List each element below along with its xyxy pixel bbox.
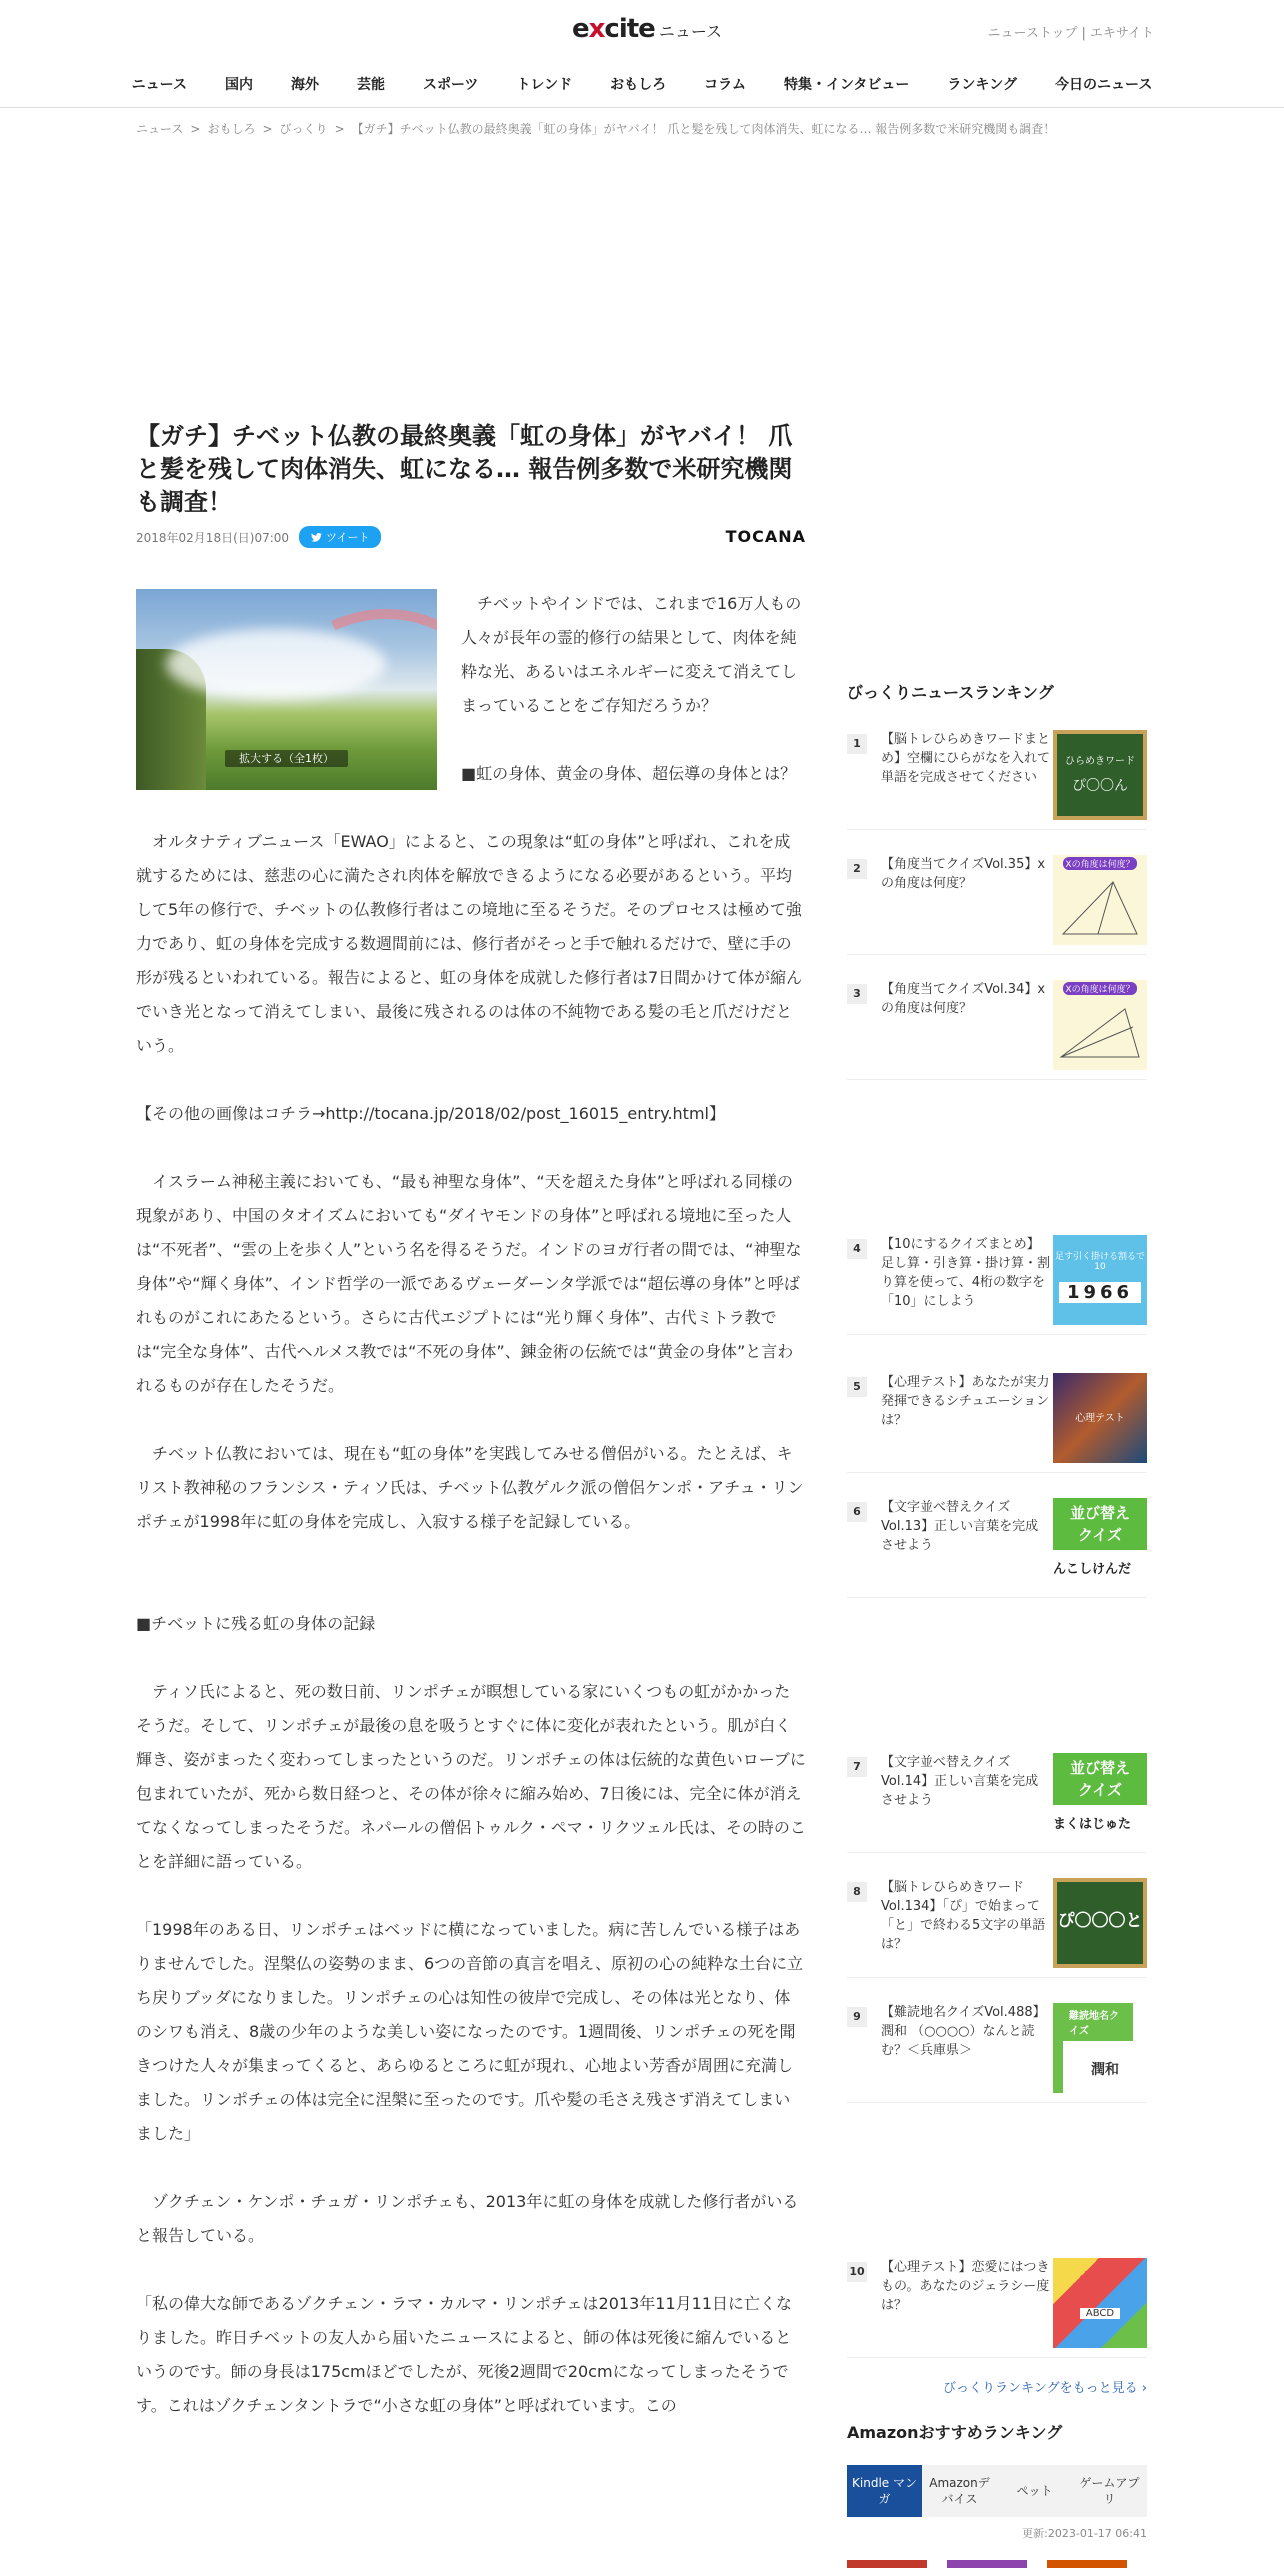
ranking-item[interactable] <box>847 1878 1147 1978</box>
rank-thumbnail[interactable]: Xの角度は何度？ <box>1053 980 1147 1070</box>
nav-item-funny[interactable]: おもしろ <box>610 77 667 93</box>
rank-thumbnail[interactable]: 並び替え クイズ んこしけんだ <box>1053 1498 1147 1588</box>
article <box>136 420 806 2457</box>
paragraph: イスラーム神秘主義においても、“最も神聖な身体”、“天を超えた身体”と呼ばれる同様の現象があり、中国のタオイズムにおいても“ダイヤモンドの身体”と呼ばれる境地に至った人は“不死者”、“雲の上を歩く人”という名を得るそうだ。インドのヨガ行者の間では、“神聖な身体”や“輝く身体”、インド哲学の一派であるヴェーダーンタ学派では“超伝導の身体”と呼ばれものがこれにあたるという。さらに古代エジプトには“光り輝く身体”、古代ミトラ教では“完全な身体”、古代ヘルメス教では“不死の身体”、錬金術の伝統では“黄金の身体”と言われるものが存在したそうだ。 <box>136 1172 802 1396</box>
link-news-top[interactable]: ニューストップ <box>987 26 1078 41</box>
breadcrumb-current: 【ガチ】チベット仏教の最終奥義「虹の身体」がヤバイ！ 爪と髪を残して肉体消失、虹になる… 報告例多数で米研究機関も調査！ <box>351 122 1056 136</box>
rank-number: 9 <box>847 2007 867 2027</box>
rank-number: 7 <box>847 1757 867 1777</box>
rank-thumbnail[interactable]: 心理テスト <box>1053 1373 1147 1463</box>
ranking-item[interactable] <box>847 1753 1147 1853</box>
ranking-item[interactable] <box>847 980 1147 1080</box>
more-ranking-link[interactable]: びっくりランキングをもっと見る › <box>943 2381 1147 2396</box>
tab-pet[interactable]: ペット <box>997 2465 1072 2517</box>
tab-kindle-manga[interactable]: Kindle マンガ <box>847 2465 922 2517</box>
sidebar <box>847 680 1147 2540</box>
quote-paragraph: 「1998年のある日、リンポチェはベッドに横になっていました。病に苦しんでいる様子はありませんでした。涅槃仏の姿勢のまま、6つの音節の真言を唱え、原初の心の純粋な土台に立ち戻りブッダになりました。リンポチェの心は知性の彼岸で完成し、その体は光となり、体のシワも消え、8歳の少年のような美しい姿になったのです。1週間後、リンポチェの死を聞きつけた人々が集まってくると、あらゆるところに虹が現れ、心地よい芳香が周囲に充満しました。リンポチェの体は完全に涅槃に至ったのです。爪や髪の毛さえ残さず消えてしまいました」 <box>136 1920 804 2144</box>
photo-caption[interactable]: 拡大する（全1枚） <box>225 750 348 767</box>
logo-news-label: ニュース <box>658 22 723 41</box>
article-body <box>136 587 806 2423</box>
rank-text[interactable]: 【文字並べ替えクイズVol.14】正しい言葉を完成させよう <box>881 1755 1039 1808</box>
rank-number: 4 <box>847 1239 867 1259</box>
nav-item-feature[interactable]: 特集・インタビュー <box>783 77 910 93</box>
ranking-item[interactable] <box>847 1373 1147 1473</box>
related-images-link[interactable]: 【その他の画像はコチラ→http://tocana.jp/2018/02/post_16015_entry.html】 <box>136 1104 725 1124</box>
amazon-item-thumb[interactable] <box>1047 2560 1127 2568</box>
paragraph: オルタナティブニュース「EWAO」によると、この現象は“虹の身体”と呼ばれ、これを成就するためには、慈悲の心に満たされ肉体を解放できるようになる必要があるという。平均して5年の修行で、チベットの仏教修行者はこの境地に至るそうだ。そのプロセスは極めて強力であり、虹の身体を完成する数週間前には、修行者がそっと手で触れるだけで、壁に手の形が残るといわれている。報告によると、虹の身体を成就した修行者は7日間かけて体が縮んでいき光となって消えてしまい、最後に残されるのは体の不純物である髪の毛と爪だけだという。 <box>136 832 803 1056</box>
rank-text[interactable]: 【10にするクイズまとめ】足し算・引き算・掛け算・割り算を使って、4桁の数字を「10」にしよう <box>881 1237 1051 1309</box>
chevron-right-icon: › <box>1141 2381 1147 2396</box>
article-photo[interactable] <box>136 589 437 790</box>
amazon-tabs <box>847 2465 1147 2517</box>
rank-thumbnail[interactable]: ぴ〇〇〇と <box>1053 1878 1147 1968</box>
paragraph: チベット仏教においては、現在も“虹の身体”を実践してみせる僧侶がいる。たとえば、キリスト教神秘のフランシス・ティソ氏は、チベット仏教ゲルク派の僧侶ケンポ・アチュ・リンポチェが1998年に虹の身体を完成し、入寂する様子を記録している。 <box>136 1444 804 1532</box>
link-excite[interactable]: エキサイト <box>1089 26 1154 41</box>
tab-game-app[interactable]: ゲームアプリ <box>1072 2465 1147 2517</box>
rank-thumbnail[interactable]: 足す引く掛ける割るで10 1966 <box>1053 1235 1147 1325</box>
top-links: ニューストップ | エキサイト <box>987 26 1154 41</box>
rank-number: 1 <box>847 734 867 754</box>
ranking-item[interactable] <box>847 730 1147 830</box>
paragraph: ゾクチェン・ケンポ・チュガ・リンポチェも、2013年に虹の身体を成就した修行者がいると報告している。 <box>136 2192 799 2246</box>
ranking-item[interactable] <box>847 2003 1147 2103</box>
article-date: 2018年02月18日(日)07:00 <box>136 530 290 545</box>
updated-timestamp: 更新:2023-01-17 06:41 <box>1022 2527 1147 2540</box>
rank-text[interactable]: 【文字並べ替えクイズVol.13】正しい言葉を完成させよう <box>881 1500 1039 1553</box>
section-heading: ■虹の身体、黄金の身体、超伝導の身体とは？ <box>461 764 797 784</box>
article-meta <box>136 525 806 549</box>
rank-text[interactable]: 【脳トレひらめきワードまとめ】空欄にひらがなを入れて単語を完成させてください <box>881 732 1051 785</box>
breadcrumb-news[interactable]: ニュース <box>136 122 184 136</box>
rank-number: 2 <box>847 859 867 879</box>
breadcrumb-funny[interactable]: おもしろ <box>207 122 256 136</box>
article-title: 【ガチ】チベット仏教の最終奥義「虹の身体」がヤバイ！ 爪と髪を残して肉体消失、虹になる… 報告例多数で米研究機関も調査！ <box>136 422 793 517</box>
nav-item-sports[interactable]: スポーツ <box>422 77 479 93</box>
nav-item-ranking[interactable]: ランキング <box>947 77 1018 93</box>
nav-item-entertainment[interactable]: 芸能 <box>356 77 385 93</box>
rank-text[interactable]: 【脳トレひらめきワードVol.134】「ぴ」で始まって「と」で終わる5文字の単語は？ <box>881 1880 1046 1952</box>
ranking-item[interactable] <box>847 1498 1147 1598</box>
ranking-title: びっくりニュースランキング <box>847 683 1054 702</box>
breadcrumb: ニュース > おもしろ > びっくり > 【ガチ】チベット仏教の最終奥義「虹の身体」がヤバイ！ 爪と髪を残して肉体消失、虹になる… 報告例多数で米研究機関も調査！ <box>136 122 1056 136</box>
tocana-logo[interactable]: TOCANA <box>725 527 806 547</box>
nav-item-column[interactable]: コラム <box>704 77 746 93</box>
tweet-button[interactable]: ツイート <box>299 526 381 548</box>
rank-number: 3 <box>847 984 867 1004</box>
rank-thumbnail[interactable]: 並び替え クイズ まくはじゅた <box>1053 1753 1147 1843</box>
nav-item-news[interactable]: ニュース <box>131 77 187 93</box>
site-header <box>0 0 1284 60</box>
amazon-item-thumb[interactable] <box>947 2560 1027 2568</box>
rank-number: 6 <box>847 1502 867 1522</box>
rank-number: 10 <box>847 2262 867 2282</box>
rank-text[interactable]: 【心理テスト】恋愛にはつきもの。あなたのジェラシー度は？ <box>881 2260 1050 2313</box>
tab-amazon-device[interactable]: Amazonデバイス <box>922 2465 997 2517</box>
triangle-diagram-icon <box>1053 872 1147 942</box>
global-nav <box>0 64 1284 108</box>
rank-text[interactable]: 【角度当てクイズVol.35】xの角度は何度？ <box>881 857 1046 891</box>
ranking-item[interactable] <box>847 1235 1147 1335</box>
rank-text[interactable]: 【角度当てクイズVol.34】xの角度は何度？ <box>881 982 1046 1016</box>
paragraph: ティソ氏によると、死の数日前、リンポチェが瞑想している家にいくつもの虹がかかったそうだ。そして、リンポチェが最後の息を吸うとすぐに体に変化が表れたという。肌が白く輝き、姿がまったく変わってしまったというのだ。リンポチェの体は伝統的な黄色いローブに包まれていたが、死から数日経つと、その体が徐々に縮み始め、7日後には、完全に体が消えてなくなってしまったそうだ。ネパールの僧侶トゥルク・ペマ・リクツェル氏は、その時のことを詳細に語っている。 <box>136 1682 806 1872</box>
nav-item-domestic[interactable]: 国内 <box>224 77 253 93</box>
ranking-item[interactable] <box>847 855 1147 955</box>
ranking-item[interactable] <box>847 2258 1147 2358</box>
rank-thumbnail[interactable]: ひらめきワード ぴ〇〇ん <box>1053 730 1147 820</box>
rank-thumbnail[interactable]: 難読地名クイズ 潤和 <box>1053 2003 1147 2093</box>
nav-item-today[interactable]: 今日のニュース <box>1055 77 1153 93</box>
breadcrumb-surprise[interactable]: びっくり <box>279 122 328 136</box>
amazon-ranking-title: Amazonおすすめランキング <box>847 2423 1063 2442</box>
rank-text[interactable]: 【難読地名クイズVol.488】潤和 （○○○○）なんと読む？＜兵庫県＞ <box>881 2005 1046 2058</box>
rank-number: 5 <box>847 1377 867 1397</box>
nav-item-trend[interactable]: トレンド <box>516 77 573 93</box>
quote-paragraph: 「私の偉大な師であるゾクチェン・ラマ・カルマ・リンポチェは2013年11月11日に亡くなりました。昨日チベットの友人から届いたニュースによると、師の体は死後に縮んでいるというのです。師の身長は175cmほどでしたが、死後2週間で20cmになってしまったそうです。これはゾクチェンタントラで“小さな虹の身体”と呼ばれています。この <box>136 2294 792 2416</box>
paragraph: チベットやインドでは、これまで16万人もの人々が長年の霊的修行の結果として、肉体を純粋な光、あるいはエネルギーに変えて消えてしまっていることをご存知だろうか？ <box>461 594 802 716</box>
nav-item-overseas[interactable]: 海外 <box>290 77 319 93</box>
amazon-item-thumb[interactable] <box>847 2560 927 2568</box>
rank-thumbnail[interactable]: Xの角度は何度？ <box>1053 855 1147 945</box>
rank-number: 8 <box>847 1882 867 1902</box>
rank-text[interactable]: 【心理テスト】あなたが実力発揮できるシチュエーションは？ <box>881 1375 1050 1428</box>
rank-thumbnail[interactable]: ABCD <box>1053 2258 1147 2348</box>
twitter-bird-icon <box>311 533 322 542</box>
site-logo[interactable]: excite ニュース <box>572 14 723 44</box>
section-heading: ■チベットに残る虹の身体の記録 <box>136 1614 376 1634</box>
triangle-diagram-icon <box>1053 997 1147 1067</box>
